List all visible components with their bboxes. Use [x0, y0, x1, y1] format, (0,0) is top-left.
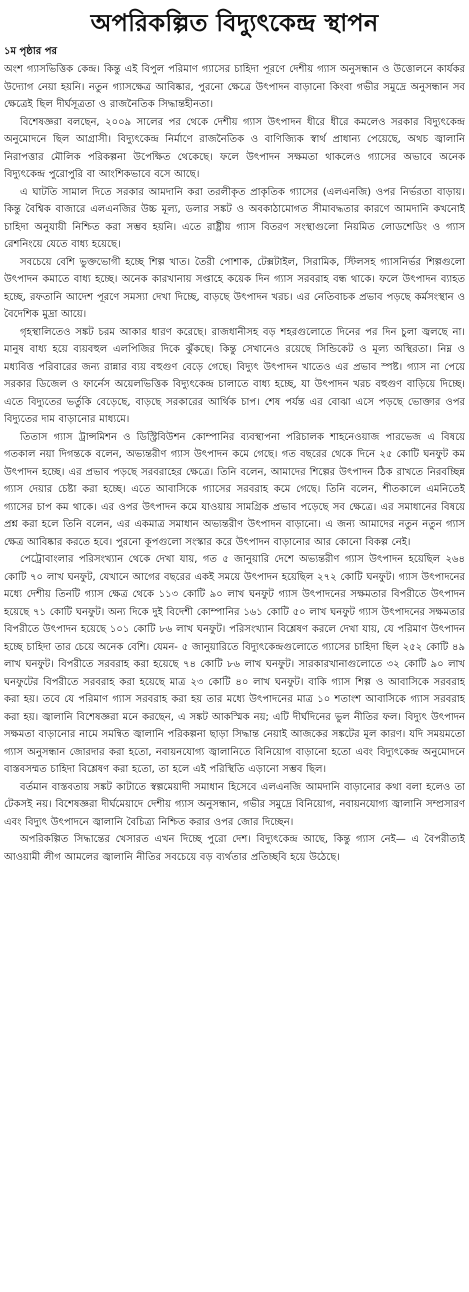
article-paragraph: এ ঘাটতি সামাল দিতে সরকার আমদানি করা তরলীকৃত প্রাকৃতিক গ্যাসের (এলএনজি) ওপর নির্ভরতা বাড়ায়। কিন্তু বৈশ্বিক বাজারে এলএনজির উচ্চ মূল্য, ডলার সঙ্কট ও অবকাঠামোগত সীমাবদ্ধতার কারণে আমদানি কখনোই চাহিদা অনুযায়ী নিশ্চিত করা সম্ভব হয়নি। এতে রাষ্ট্রীয় গ্যাস বিতরণ সংস্থাগুলো নিয়মিত লোডশেডিং ও গ্যাস রেশনিংয়ে যেতে বাধ্য হয়েছে। — [4, 186, 465, 250]
article-paragraph: তিতাস গ্যাস ট্রান্সমিশন ও ডিস্ট্রিবিউশন কোম্পানির ব্যবস্থাপনা পরিচালক শাহনেওয়াজ পারভেজ এ বিষয়ে গতকাল নয়া দিগন্তকে বলেন, অভ্যন্তরীণ গ্যাস উৎপাদন কমে গেছে। গত বছরের থেকে দিনে ২৫ কোটি ঘনফুট কম উৎপাদন হচ্ছে। এর প্রভাব পড়ছে সরবরাহের ক্ষেত্রে। তিনি বলেন, আমাদের শিল্পের উৎপাদন ঠিক রাখতে নিরবচ্ছিন্ন গ্যাস দেয়ার চেষ্টা করা হচ্ছে। এতে আবাসিকে গ্যাসের সরবরাহ কমে গেছে। তিনি বলেন, শীতকালে এমনিতেই গ্যাসের চাপ কম থাকে। এর ওপর উৎপাদন কমে যাওয়ায় সামগ্রিক প্রভাব পড়েছে সব ক্ষেত্রে। এর সমাধানের বিষয়ে প্রশ্ন করা হলে তিনি বলেন, এর একমাত্র সমাধান অভ্যন্তরীণ উৎপাদন বাড়ানো। এ জন্য আমাদের নতুন নতুন গ্যাস ক্ষেত্র আবিষ্কার করতে হবে। পুরনো কূপগুলো সংস্কার করে উৎপাদন বাড়ানোর আর কোনো বিকল্প নেই। — [4, 431, 465, 548]
article-body — [4, 61, 465, 1287]
continuation-label: ১ম পৃষ্ঠার পর — [4, 46, 57, 57]
article-paragraph: সবচেয়ে বেশি ভুক্তভোগী হচ্ছে শিল্প খাত। তৈরী পোশাক, টেক্সটাইল, সিরামিক, স্টিলসহ গ্যাসনির্ভর শিল্পগুলো উৎপাদন কমাতে বাধ্য হচ্ছে। অনেক কারখানায় সপ্তাহে কয়েক দিন গ্যাস সরবরাহ বন্ধ থাকে। ফলে উৎপাদন ব্যাহত হচ্ছে, রফতানি আদেশ পূরণে সমস্যা দেখা দিচ্ছে, বাড়ছে উৎপাদন খরচ। এর নেতিবাচক প্রভাব পড়ছে কর্মসংস্থান ও বৈদেশিক মুদ্রা আয়ে। — [4, 256, 465, 320]
article-paragraph: বিশেষজ্ঞরা বলছেন, ২০০৯ সালের পর থেকে দেশীয় গ্যাস উৎপাদন ধীরে ধীরে কমলেও সরকার বিদ্যুৎকেন্দ্র অনুমোদনে ছিল আগ্রাসী। বিদ্যুৎকেন্দ্র নির্মাণে রাজনৈতিক ও বাণিজ্যিক স্বার্থ প্রাধান্য পেয়েছে, অথচ জ্বালানি নিরাপত্তার মৌলিক পরিকল্পনা উপেক্ষিত থেকেছে। ফলে উৎপাদন সক্ষমতা থাকলেও গ্যাসের অভাবে অনেক বিদ্যুৎকেন্দ্র পুরোপুরি বা আংশিকভাবে বসে আছে। — [4, 116, 465, 180]
article-paragraph: বর্তমান বাস্তবতায় সঙ্কট কাটাতে স্বল্পমেয়াদী সমাধান হিসেবে এলএনজি আমদানি বাড়ানোর কথা বলা হলেও তা টেকসই নয়। বিশেষজ্ঞরা দীর্ঘমেয়াদে দেশীয় গ্যাস অনুসন্ধান, গভীর সমুদ্রে বিনিয়োগ, নবায়নযোগ্য জ্বালানি সম্প্রসারণ এবং বিদ্যুৎ উৎপাদনে জ্বালানি বৈচিত্র্য নিশ্চিত করার ওপর জোর দিচ্ছেন। — [4, 781, 465, 828]
article-paragraph: পেট্রোবাংলার পরিসংখ্যান থেকে দেখা যায়, গত ৫ জানুয়ারি দেশে অভ্যন্তরীণ গ্যাস উৎপাদন হয়েছিল ২৬৪ কোটি ৭০ লাখ ঘনফুট, যেখানে আগের বছরের একই সময়ে উৎপাদন হয়েছিল ২৭২ কোটি ঘনফুট। গ্যাস উৎপাদনের মধ্যে দেশীয় তিনটি গ্যাস ক্ষেত্র থেকে ১১৩ কোটি ৯০ লাখ ঘনফুট গ্যাস উৎপাদনের সক্ষমতার বিপরীতে উৎপাদন হয়েছে ৭১ কোটি ঘনফুট। অন্য দিকে দুই বিদেশী কোম্পানির ১৬১ কোটি ৫০ লাখ ঘনফুট গ্যাস উৎপাদনের সক্ষমতার বিপরীতে উৎপাদন হয়েছে ১০১ কোটি ৮৬ লাখ ঘনফুট। পরিসংখ্যান বিশ্লেষণ করলে দেখা যায়, যে পরিমাণ উৎপাদন হচ্ছে চাহিদা তার চেয়ে অনেক বেশি। যেমন- ৫ জানুয়ারিতে বিদ্যুৎকেন্দ্রগুলোতে গ্যাসের চাহিদা ছিল ২৫২ কোটি ৪৯ লাখ ঘনফুট। বিপরীতে সরবরাহ করা হয়েছে ৭৪ কোটি ৮৬ লাখ ঘনফুট। সারকারখানাগুলোতে ৩২ কোটি ৯০ লাখ ঘনফুটের বিপরীতে সরবরাহ করা হয়েছে মাত্র ২৩ কোটি ৪০ লাখ ঘনফুট। বাকি গ্যাস শিল্প ও আবাসিকে সরবরাহ করা হয়। তবে যে পরিমাণ গ্যাস সরবরাহ করা হয় তার মধ্যে উৎপাদনের মাত্র ১০ শতাংশ আবাসিকে গ্যাস সরবরাহ করা হয়। জ্বালানি বিশেষজ্ঞরা মনে করছেন, এ সঙ্কট আকস্মিক নয়; এটি দীর্ঘদিনের ভুল নীতির ফল। বিদ্যুৎ উৎপাদন সক্ষমতা বাড়ানোর নামে সমন্বিত জ্বালানি পরিকল্পনা ছাড়া সিদ্ধান্ত নেয়াই আজকের সঙ্কটের মূল কারণ। যদি সময়মতো গ্যাস অনুসন্ধান জোরদার করা হতো, নবায়নযোগ্য জ্বালানিতে বিনিয়োগ বাড়ানো হতো এবং বিদ্যুৎকেন্দ্র অনুমোদনে বাস্তবসম্মত চাহিদা বিশ্লেষণ করা হতো, তা হলে এই পরিস্থিতি এড়ানো সম্ভব ছিল। — [4, 554, 465, 775]
article-paragraph: গৃহস্থালিতেও সঙ্কট চরম আকার ধারণ করেছে। রাজধানীসহ বড় শহরগুলোতে দিনের পর দিন চুলা জ্বলছে না। মানুষ বাধ্য হয়ে ব্যয়বহুল এলপিজির দিকে ঝুঁকছে। কিন্তু সেখানেও রয়েছে সিন্ডিকেট ও মূল্য অস্থিরতা। নিম্ন ও মধ্যবিত্ত পরিবারের জন্য রান্নার ব্যয় বহুগুণ বেড়ে গেছে। বিদ্যুৎ উৎপাদন খাতেও এর প্রভাব স্পষ্ট। গ্যাস না পেয়ে সরকার ডিজেল ও ফার্নেস অয়েলভিত্তিক বিদ্যুৎকেন্দ্র চালাতে বাধ্য হচ্ছে, যা উৎপাদন খরচ বহুগুণ বাড়িয়ে দিচ্ছে। এতে বিদ্যুতের ভর্তুকি বেড়েছে, বাড়ছে সরকারের আর্থিক চাপ। শেষ পর্যন্ত এর বোঝা এসে পড়ছে ভোক্তার ওপর বিদ্যুতের দাম বাড়ানোর মাধ্যমে। — [4, 326, 465, 425]
article-headline: অপরিকল্পিত বিদ্যুৎকেন্দ্র স্থাপন — [90, 9, 379, 37]
article-paragraph: অংশ গ্যাসভিত্তিক কেন্দ্র। কিন্তু এই বিপুল পরিমাণ গ্যাসের চাহিদা পূরণে দেশীয় গ্যাস অনুসন্ধান ও উত্তোলনে কার্যকর উদ্যোগ নেয়া হয়নি। নতুন গ্যাসক্ষেত্র আবিষ্কার, পুরনো ক্ষেত্রে উৎপাদন বাড়ানো কিংবা গভীর সমুদ্রে অনুসন্ধান সব ক্ষেত্রেই ছিল দীর্ঘসূত্রতা ও রাজনৈতিক সিদ্ধান্তহীনতা। — [4, 64, 465, 110]
article-paragraph: অপরিকল্পিত সিদ্ধান্তের খেসারত এখন দিচ্ছে পুরো দেশ। বিদ্যুৎকেন্দ্র আছে, কিন্তু গ্যাস নেই— এ বৈপরীত্যই আওয়ামী লীগ আমলের জ্বালানি নীতির সবচেয়ে বড় ব্যর্থতার প্রতিচ্ছবি হয়ে উঠেছে। — [4, 834, 465, 863]
